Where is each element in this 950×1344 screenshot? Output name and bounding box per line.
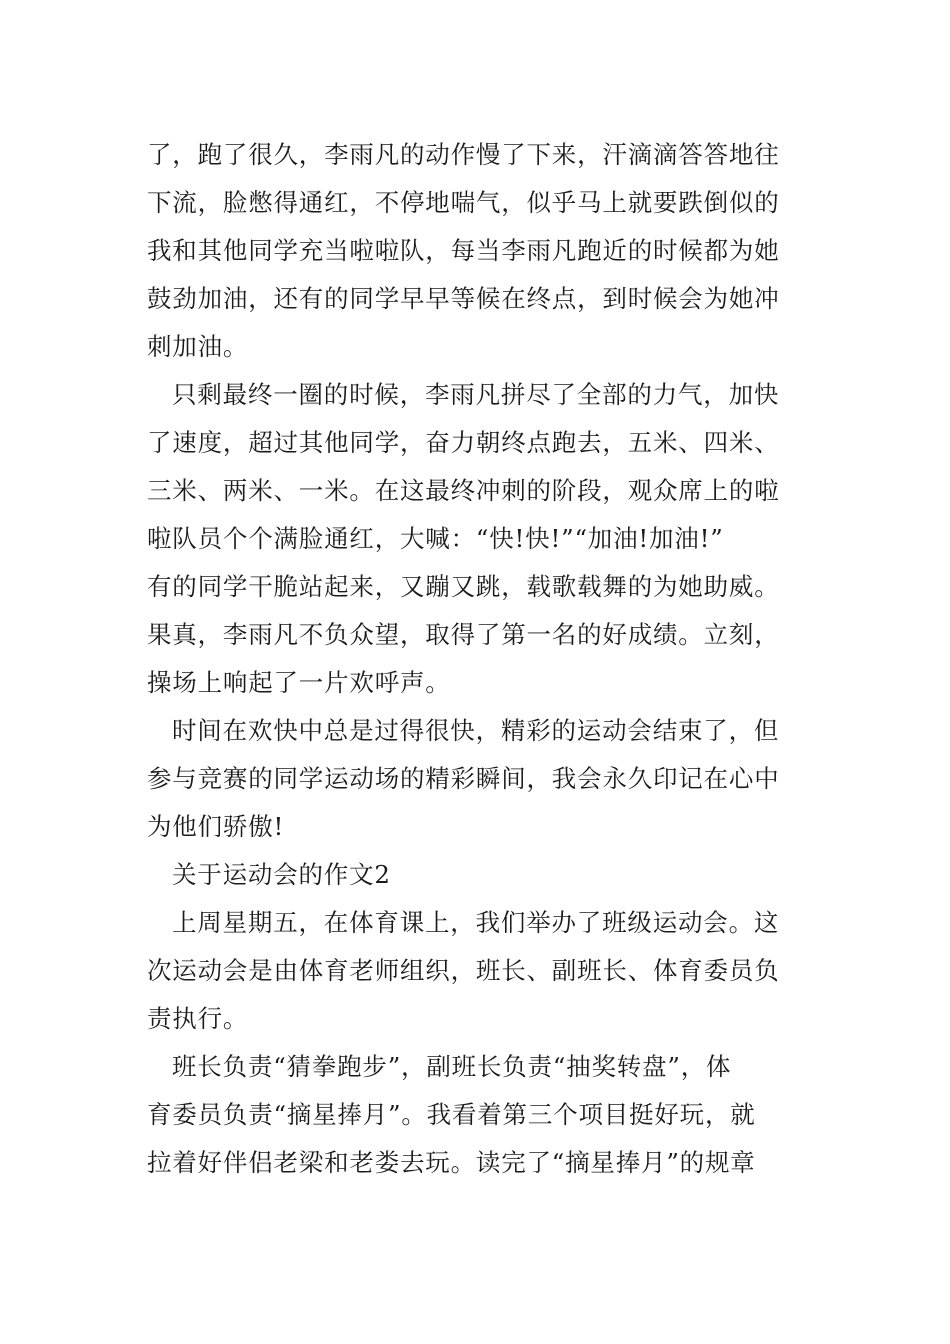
text-line: 下流，脸憋得通红，不停地喘气，似乎马上就要跌倒似的 xyxy=(147,188,780,217)
text-line: 了，跑了很久，李雨凡的动作慢了下来，汗滴滴答答地往 xyxy=(147,140,780,169)
essay-text xyxy=(147,131,807,1187)
text-line: 班长负责“猜拳跑步”，副班长负责“抽奖转盘”，体 xyxy=(172,1052,732,1081)
text-line: 参与竞赛的同学运动场的精彩瞬间，我会永久印记在心中 xyxy=(147,764,780,793)
text-line: 鼓劲加油，还有的同学早早等候在终点，到时候会为她冲 xyxy=(147,284,780,313)
text-line: 刺加油。 xyxy=(147,332,249,361)
text-line: 只剩最终一圈的时候，李雨凡拼尽了全部的力气，加快 xyxy=(172,380,780,409)
text-line: 责执行。 xyxy=(147,1004,249,1033)
text-line: 上周星期五，在体育课上，我们举办了班级运动会。这 xyxy=(172,908,780,937)
text-line: 果真，李雨凡不负众望，取得了第一名的好成绩。立刻， xyxy=(147,620,780,649)
text-line: 有的同学干脆站起来，又蹦又跳，载歌载舞的为她助威。 xyxy=(147,572,780,601)
text-line: 为他们骄傲! xyxy=(147,812,285,841)
text-line: 啦队员个个满脸通红，大喊：“快!快!”“加油!加油!” xyxy=(147,524,724,553)
text-line: 三米、两米、一米。在这最终冲刺的阶段，观众席上的啦 xyxy=(147,476,780,505)
text-line: 次运动会是由体育老师组织，班长、副班长、体育委员负 xyxy=(147,956,780,985)
text-line: 操场上响起了一片欢呼声。 xyxy=(147,668,451,697)
text-line: 育委员负责“摘星捧月”。我看着第三个项目挺好玩，就 xyxy=(147,1100,756,1129)
text-line: 了速度，超过其他同学，奋力朝终点跑去，五米、四米、 xyxy=(147,428,780,457)
text-line: 拉着好伴侣老梁和老娄去玩。读完了“摘星捧月”的规章 xyxy=(147,1148,756,1177)
section-title: 关于运动会的作文2 xyxy=(172,860,391,889)
text-line: 我和其他同学充当啦啦队，每当李雨凡跑近的时候都为她 xyxy=(147,236,780,265)
text-line: 时间在欢快中总是过得很快，精彩的运动会结束了，但 xyxy=(172,716,780,745)
